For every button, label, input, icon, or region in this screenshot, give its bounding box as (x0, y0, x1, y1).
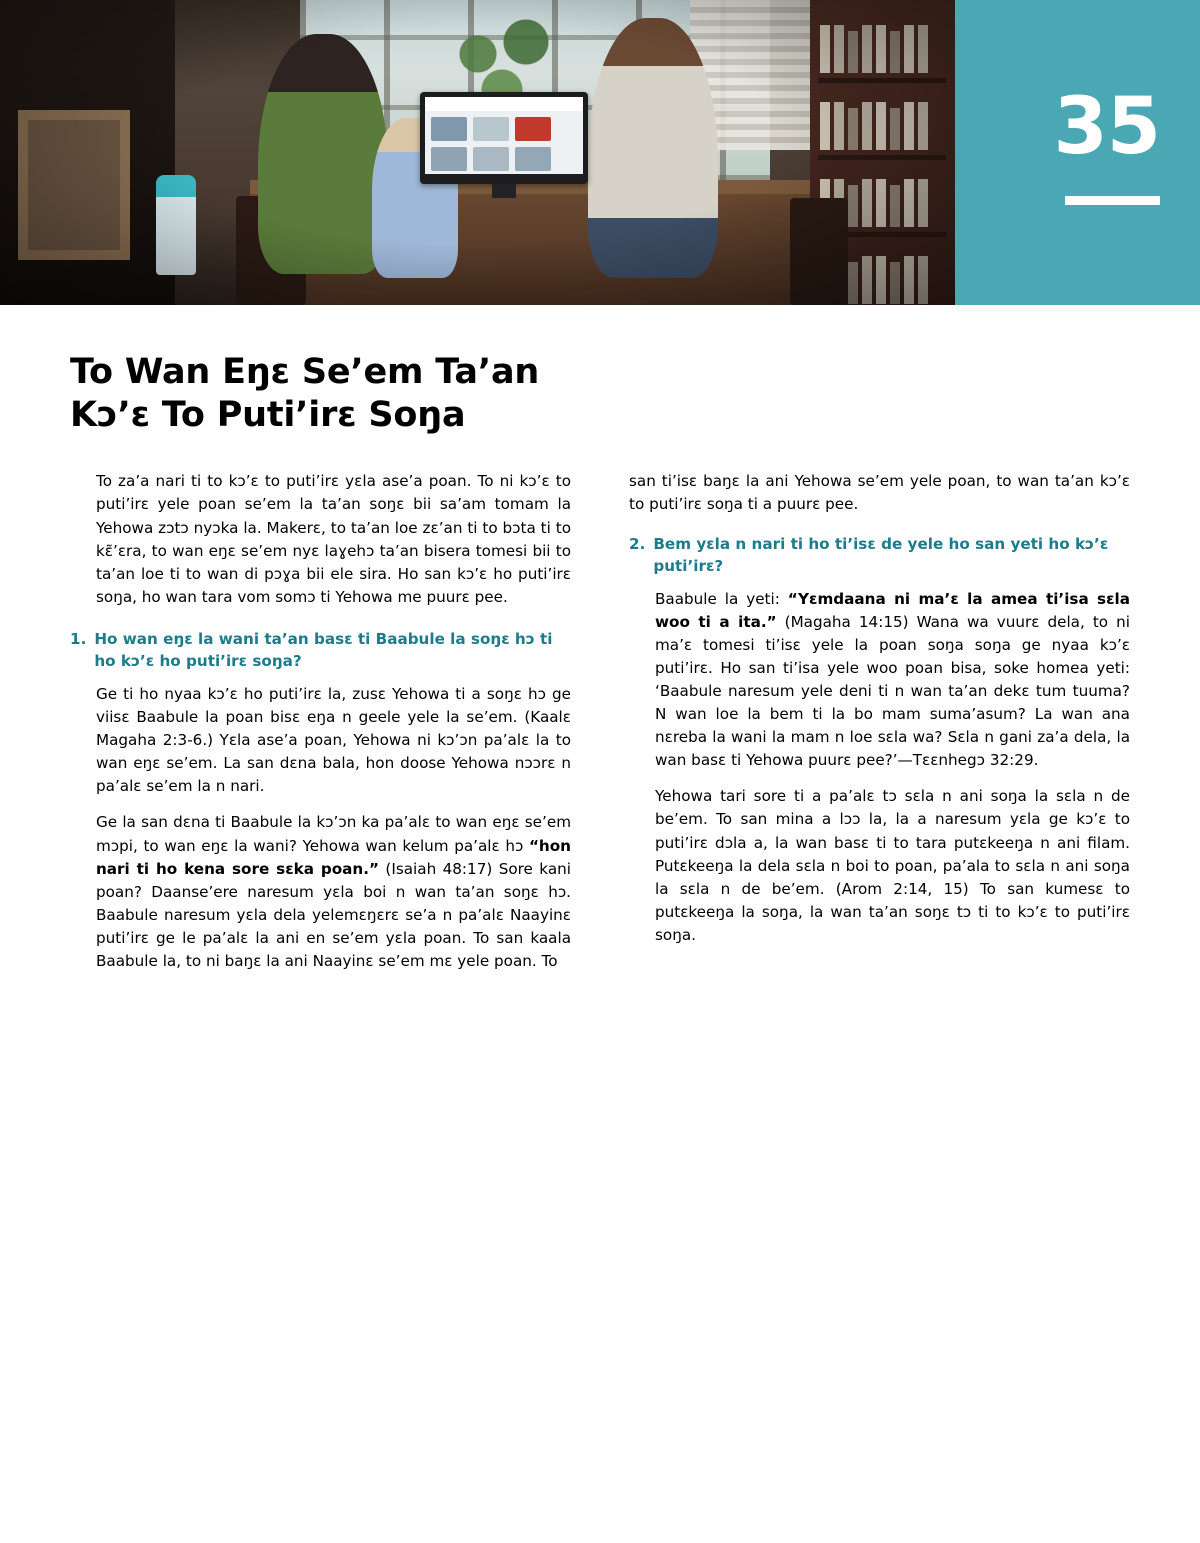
chapter-number-rule (1065, 196, 1160, 205)
page-title-line-2: Kɔ’ɛ To Puti’irɛ Soŋa (70, 394, 466, 435)
question-2-number: 2. (629, 534, 646, 553)
family-at-computer-photo (0, 0, 955, 305)
right-column (629, 470, 1130, 960)
chapter-number: 35 (1053, 82, 1160, 172)
continued-paragraph: san ti’isɛ baŋɛ la ani Yehowa se’em yele poan, to wan ta’an kɔ’ɛ to puti’irɛ soŋa ti a puurɛ pee. (629, 472, 1130, 514)
question-2 (629, 533, 1130, 577)
question-1 (70, 628, 571, 672)
photo-vignette (0, 0, 955, 305)
hero-banner (0, 0, 1200, 305)
article-columns (70, 470, 1130, 986)
q1-p2-quote: “hon nari ti ho kena sore sɛka poan.” (96, 836, 571, 878)
intro-paragraph: To za’a nari ti to kɔ’ɛ to puti’irɛ yɛla ase’a poan. To ni kɔ’ɛ to puti’irɛ yele poan se’em la ta’an soŋɛ bii sa’am tomam la Yehowa zɔtɔ nyɔka la. Makerɛ, to ta’an loe zɛ’an ti to bɔta ti to kɛ̃’ɛra, to wan eŋɛ se’em nyɛ laɣehɔ ta’an bisera tomesi bii to ta’an loe ti to wan di pɔɣa bii ele sira. Ho san kɔ’ɛ ho puti’irɛ soŋa, ho wan tara vom somɔ ti Yehowa me puurɛ pee. (96, 472, 571, 606)
question-2-answer-paragraph-2: Yehowa tari sore ti a pa’alɛ tɔ sɛla n ani soŋa la sɛla n de be’em. To san mina a lɔɔ la, la a naresum yɛla ge kɔ’ɛ to puti’irɛ dɔla a, la wan basɛ ti to tara putɛkeeŋa n ani filam. Putɛkeeŋa la dela sɛla n boi to poan, pa’ala to sɛla n ani soŋa la sɛla n de be’em. (Arom 2:14, 15) To san kumesɛ to putɛkeeŋa la soŋa, la wan ta’an soŋɛ tɔ ti to kɔ’ɛ to puti’irɛ soŋa. (655, 787, 1130, 944)
question-2-block (629, 533, 1130, 947)
question-2-text: Bem yɛla n nari ti ho ti’isɛ de yele ho san yeti ho kɔ’ɛ puti’irɛ? (653, 534, 1109, 575)
page-title-line-1: To Wan Eŋɛ Se’em Ta’an (70, 352, 540, 392)
question-1-answer-paragraph-2 (70, 811, 571, 973)
q1-p2-part-c: (Isaiah 48:17) Sore kani poan? Daanse’ere naresum yɛla boi n wan ta’an soŋɛ hɔ. Baabule naresum yɛla dela yelemɛŋɛrɛ se’a n pa’alɛ Naayinɛ puti’irɛ ge le pa’alɛ la ani en se’em yɛla poan. To san kaala Baabule la, to ni baŋɛ la ani Naayinɛ se’em mɛ yele poan. To (96, 859, 571, 971)
q2-p1-part-a: Baabule la yeti: (655, 589, 788, 608)
question-1-block (70, 628, 571, 973)
question-1-number: 1. (70, 629, 87, 648)
page-title (70, 351, 1130, 436)
chapter-number-block (955, 0, 1200, 305)
q2-p1-part-c: (Magaha 14:15) Wana wa vuurɛ dela, to ni ma’ɛ tomesi ti’isɛ yele la poan soŋa soŋa ge nyaa kɔ’ɛ puti’irɛ. Ho san ti’isa yele woo poan bisa, soke homea yeti: ‘Baabule naresum yele deni ti n wan ta’an dekɛ tum tuuma? N wan loe la bem ti la bo mam suma’asum? La wan ana nɛreba la wani la mam n loe sɛla wa? Sɛla n gani za’a dela, la wan basɛ ti Yehowa puurɛ pee?’—Tɛɛnhegɔ 32:29. (655, 612, 1130, 770)
question-1-answer-paragraph-1: Ge ti ho nyaa kɔ’ɛ ho puti’irɛ la, zusɛ Yehowa ti a soŋɛ hɔ ge viisɛ Baabule la poan bisɛ eŋa n geele yele la se’em. (Kaalɛ Magaha 2:3-6.) Yɛla ase’a poan, Yehowa ni kɔ’ɔn pa’alɛ la to wan eŋɛ se’em. La san dɛna bala, hon doose Yehowa nɔɔrɛ n pa’alɛ se’em la n nari. (96, 685, 571, 796)
question-1-text: Ho wan eŋɛ la wani ta’an basɛ ti Baabule la soŋɛ hɔ ti ho kɔ’ɛ ho puti’irɛ soŋa? (94, 629, 553, 670)
q2-p1-quote: “Yɛmdaana ni ma’ɛ la amea ti’isa sɛla woo ti a ita.” (655, 589, 1131, 631)
q1-p2-part-a: Ge la san dɛna ti Baabule la kɔ’ɔn ka pa’alɛ to wan eŋɛ se’em mɔpi, to wan eŋɛ la wani? Yehowa wan kelum pa’alɛ hɔ (96, 813, 571, 855)
question-2-answer-paragraph-1 (629, 588, 1130, 773)
left-column (70, 470, 571, 986)
